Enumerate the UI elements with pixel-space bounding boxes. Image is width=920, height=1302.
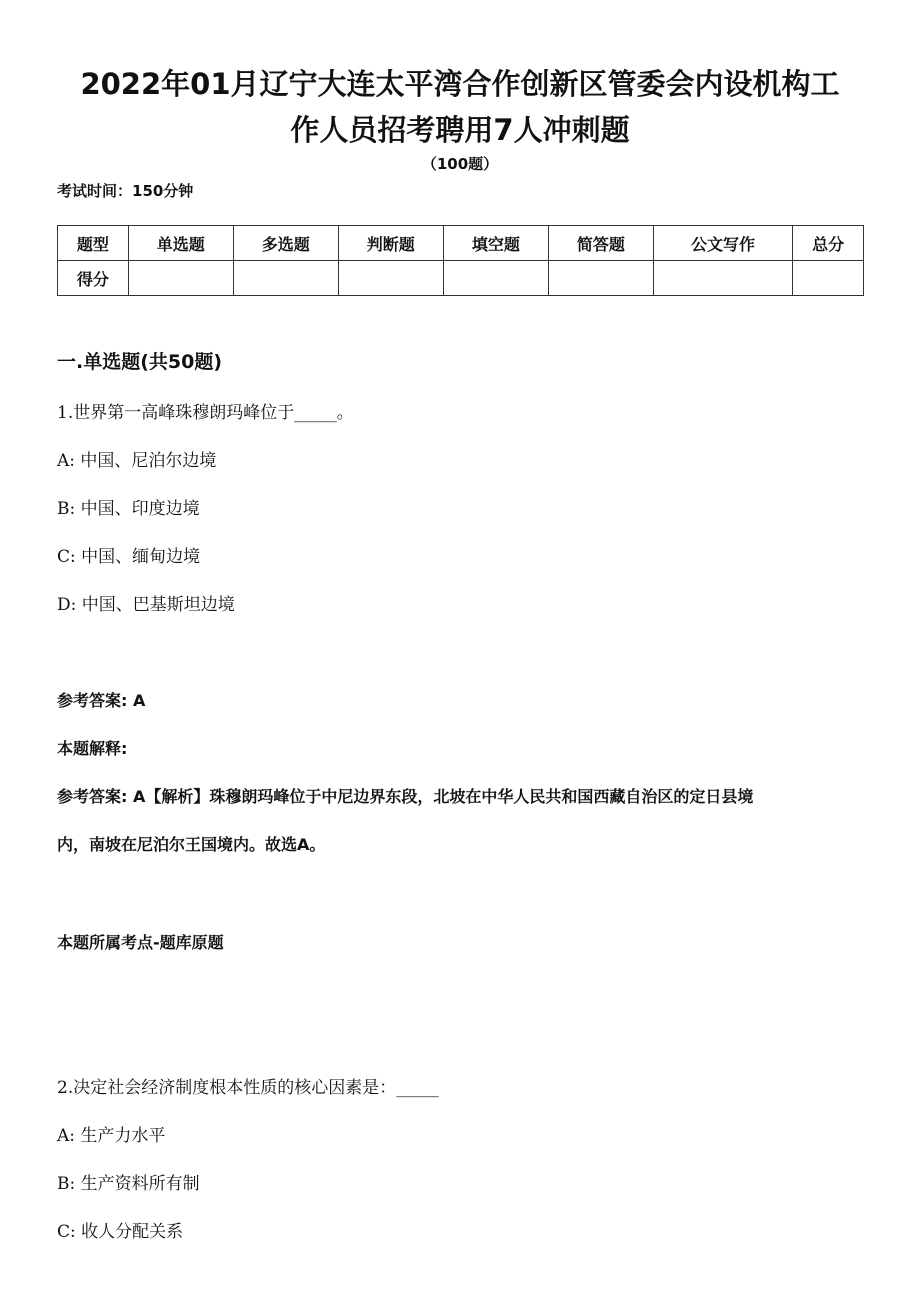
header-cell-total: 总分 <box>793 226 864 261</box>
score-table <box>57 225 864 296</box>
doc-subtitle: （100题） <box>421 155 499 173</box>
score-row-label: 得分 <box>58 261 129 296</box>
q2-option-b: B: 生产资料所有制 <box>57 1174 200 1194</box>
q1-stem: 1.世界第一高峰珠穆朗玛峰位于_____。 <box>57 403 354 423</box>
q1-answer: 参考答案: A <box>57 691 146 710</box>
q1-option-c: C: 中国、缅甸边境 <box>57 547 201 567</box>
score-cell <box>338 261 443 296</box>
q1-explain-line1: 参考答案: A【解析】珠穆朗玛峰位于中尼边界东段，北坡在中华人民共和国西藏自治区的定日县境 <box>57 787 754 806</box>
score-cell <box>793 261 864 296</box>
header-cell-judge: 判断题 <box>338 226 443 261</box>
header-cell-type: 题型 <box>58 226 129 261</box>
q1-source: 本题所属考点-题库原题 <box>57 933 224 952</box>
score-cell <box>233 261 338 296</box>
score-cell <box>548 261 653 296</box>
score-cell <box>443 261 548 296</box>
exam-time: 考试时间：150分钟 <box>57 182 194 200</box>
header-cell-multi: 多选题 <box>233 226 338 261</box>
doc-title-line2: 作人员招考聘用7人冲刺题 <box>290 113 630 147</box>
score-cell <box>653 261 792 296</box>
q1-option-a: A: 中国、尼泊尔边境 <box>57 451 217 471</box>
header-cell-fill: 填空题 <box>443 226 548 261</box>
q1-explanation <box>57 778 867 864</box>
q2-option-a: A: 生产力水平 <box>57 1126 166 1146</box>
section-title: 一.单选题(共50题) <box>57 351 223 373</box>
q1-explain-label: 本题解释: <box>57 739 128 758</box>
doc-title-line1: 2022年01月辽宁大连太平湾合作创新区管委会内设机构工 <box>80 67 840 101</box>
q2-stem: 2.决定社会经济制度根本性质的核心因素是：_____ <box>57 1078 439 1098</box>
header-cell-short: 简答题 <box>548 226 653 261</box>
header-cell-single: 单选题 <box>128 226 233 261</box>
q1-explain-line2: 内，南坡在尼泊尔王国境内。故选A。 <box>57 835 326 854</box>
q1-option-b: B: 中国、印度边境 <box>57 499 200 519</box>
score-table-score-row <box>58 261 864 296</box>
q2-option-c: C: 收人分配关系 <box>57 1222 184 1242</box>
score-cell <box>128 261 233 296</box>
score-table-header-row <box>58 226 864 261</box>
q1-option-d: D: 中国、巴基斯坦边境 <box>57 595 235 615</box>
header-cell-official: 公文写作 <box>653 226 792 261</box>
